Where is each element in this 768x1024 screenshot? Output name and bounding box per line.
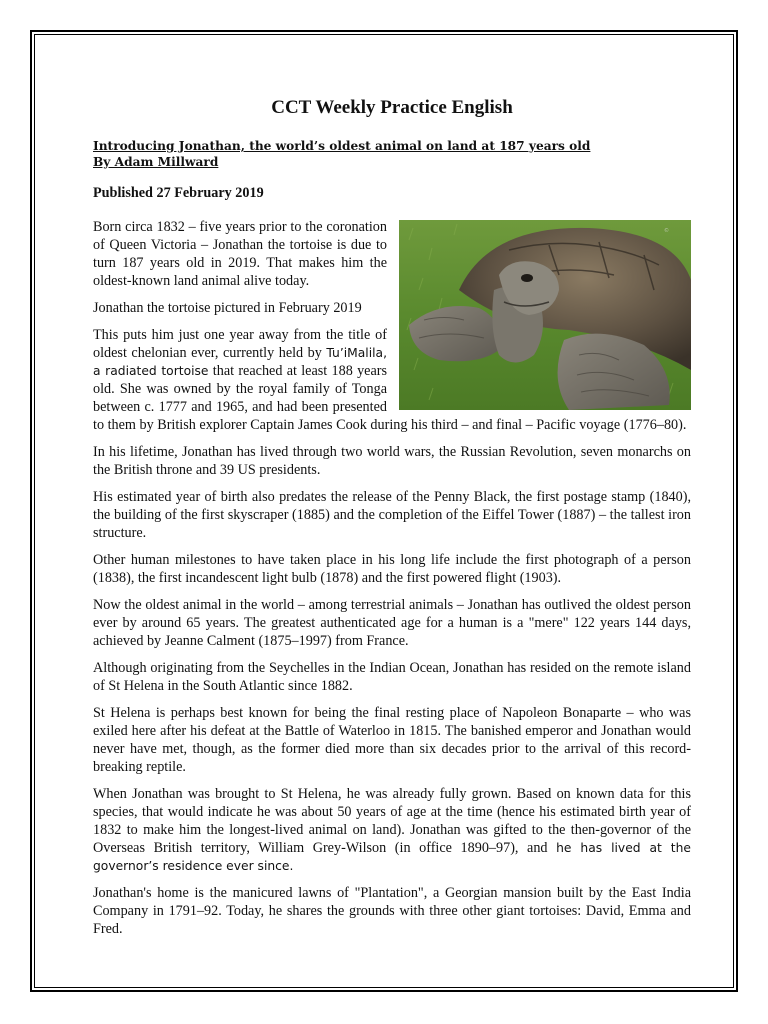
paragraph-home: Jonathan's home is the manicured lawns of "Plantation", a Georgian mansion built by the East India Company in 1791–92. Today, he shares the grounds with three other giant tortoises: David, Emma and Fred. xyxy=(93,885,691,937)
article xyxy=(93,96,691,947)
p10-text-b: he has lived at the governor’s residence ever since. xyxy=(93,841,691,873)
p3-text-b: Tu’iMalila, a radiated tortoise xyxy=(93,346,387,378)
p3-text-c: that reached at least 188 years old. She was owned by the royal family of Tonga between c. 1777 and 1965, and had been presented to them by British explorer Captain James Cook during his third – and final – Pacific voyage (1776–80). xyxy=(93,363,687,433)
paragraph-oldest-animal: Now the oldest animal in the world – among terrestrial animals – Jonathan has outlived the oldest person ever by around 65 years. The greatest authenticated age for a human is a "mere" 122 years 144 days, achieved by Jeanne Calment (1875–1997) from France. xyxy=(93,597,691,649)
paragraph-birth-year: His estimated year of birth also predates the release of the Penny Black, the first postage stamp (1840), the building of the first skyscraper (1885) and the completion of the Eiffel Tower (1887) – the tallest iron structure. xyxy=(93,489,691,541)
paragraph-intro: Born circa 1832 – five years prior to the coronation of Queen Victoria – Jonathan the tortoise is due to turn 187 years old in 2019. That makes him the oldest-known land animal alive today. xyxy=(93,219,387,289)
paragraph-arrival xyxy=(93,785,691,875)
paragraph-st-helena: St Helena is perhaps best known for being the final resting place of Napoleon Bonaparte – who was exiled here after his defeat at the Battle of Waterloo in 1815. The banished emperor and Jonathan would never have met, though, as the former died more than six decades prior to the arrival of this record-breaking reptile. xyxy=(93,705,691,775)
published-date: Published 27 February 2019 xyxy=(93,185,264,201)
p3-text-a: This puts him just one year away from the title of oldest chelonian ever, currently held by xyxy=(93,327,387,361)
paragraph-origin: Although originating from the Seychelles in the Indian Ocean, Jonathan has resided on the remote island of St Helena in the South Atlantic since 1882. xyxy=(93,660,691,694)
svg-text:©: © xyxy=(664,228,669,234)
headline: Introducing Jonathan, the world’s oldest animal on land at 187 years old xyxy=(93,139,591,153)
paragraph-milestones: Other human milestones to have taken place in his long life include the first photograph of a person (1838), the first incandescent light bulb (1878) and the first powered flight (1903). xyxy=(93,552,691,586)
p10-text-a: When Jonathan was brought to St Helena, he was already fully grown. Based on known data for this species, that would indicate he was about 50 years of age at the time (hence his estimated birth year of 1832 to make him the longest-lived animal on land). Jonathan was gifted to the then-governor of the Overseas British territory, William Grey-Wilson (in office 1890–97), and xyxy=(93,786,691,856)
document-title: CCT Weekly Practice English xyxy=(271,97,513,118)
tortoise-photo xyxy=(399,220,691,410)
paragraph-lifetime: In his lifetime, Jonathan has lived through two world wars, the Russian Revolution, seven monarchs on the British throne and 39 US presidents. xyxy=(93,444,691,478)
photo-caption: Jonathan the tortoise pictured in February 2019 xyxy=(93,300,362,316)
author: By Adam Millward xyxy=(93,155,219,169)
